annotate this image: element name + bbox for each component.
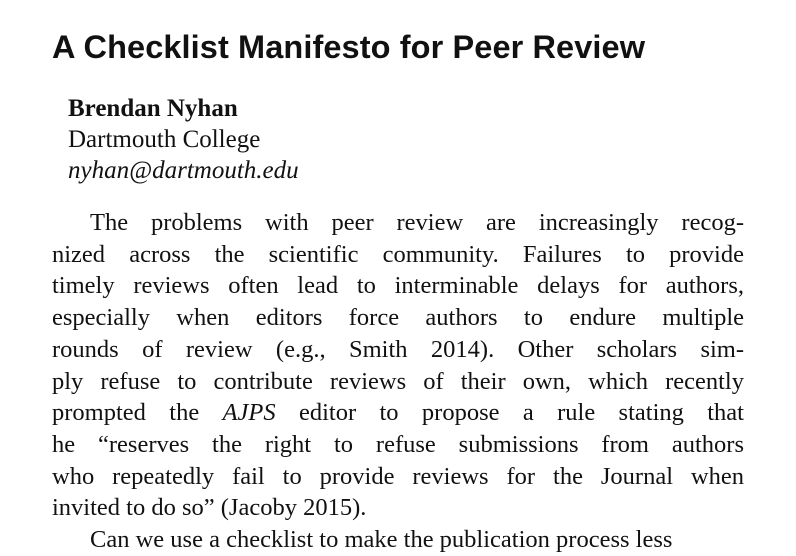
body-line: invited to do so” (Jacoby 2015). [52,494,367,522]
author-name: Brendan Nyhan [68,95,238,122]
paper-title: A Checklist Manifesto for Peer Review [52,29,646,65]
author-block [68,93,299,186]
body-line-text: editor to propose a rule stating that [275,399,744,427]
body-line: timely reviews often lead to interminable delays for authors, [52,272,744,300]
body-line: he “reserves the right to refuse submissions from authors [52,430,744,458]
body-line: especially when editors force authors to endure multiple [52,304,744,332]
body-line-text: prompted the [52,399,223,427]
body-line-cut-off: Can we use a checklist to make the publication process less [90,526,673,554]
body-line: rounds of review (e.g., Smith 2014). Other scholars sim- [52,335,744,363]
body-line: nized across the scientific community. Failures to provide [52,240,744,268]
author-email: nyhan@dartmouth.edu [68,157,299,184]
author-affiliation: Dartmouth College [68,126,261,153]
body-line: who repeatedly fail to provide reviews for the Journal when [52,462,744,490]
journal-name: AJPS [222,399,276,427]
body-line: The problems with peer review are increasingly recog- [90,209,744,236]
body-paragraph [52,207,744,556]
body-line: ply refuse to contribute reviews of their own, which recently [52,367,744,395]
body-line [52,397,744,429]
